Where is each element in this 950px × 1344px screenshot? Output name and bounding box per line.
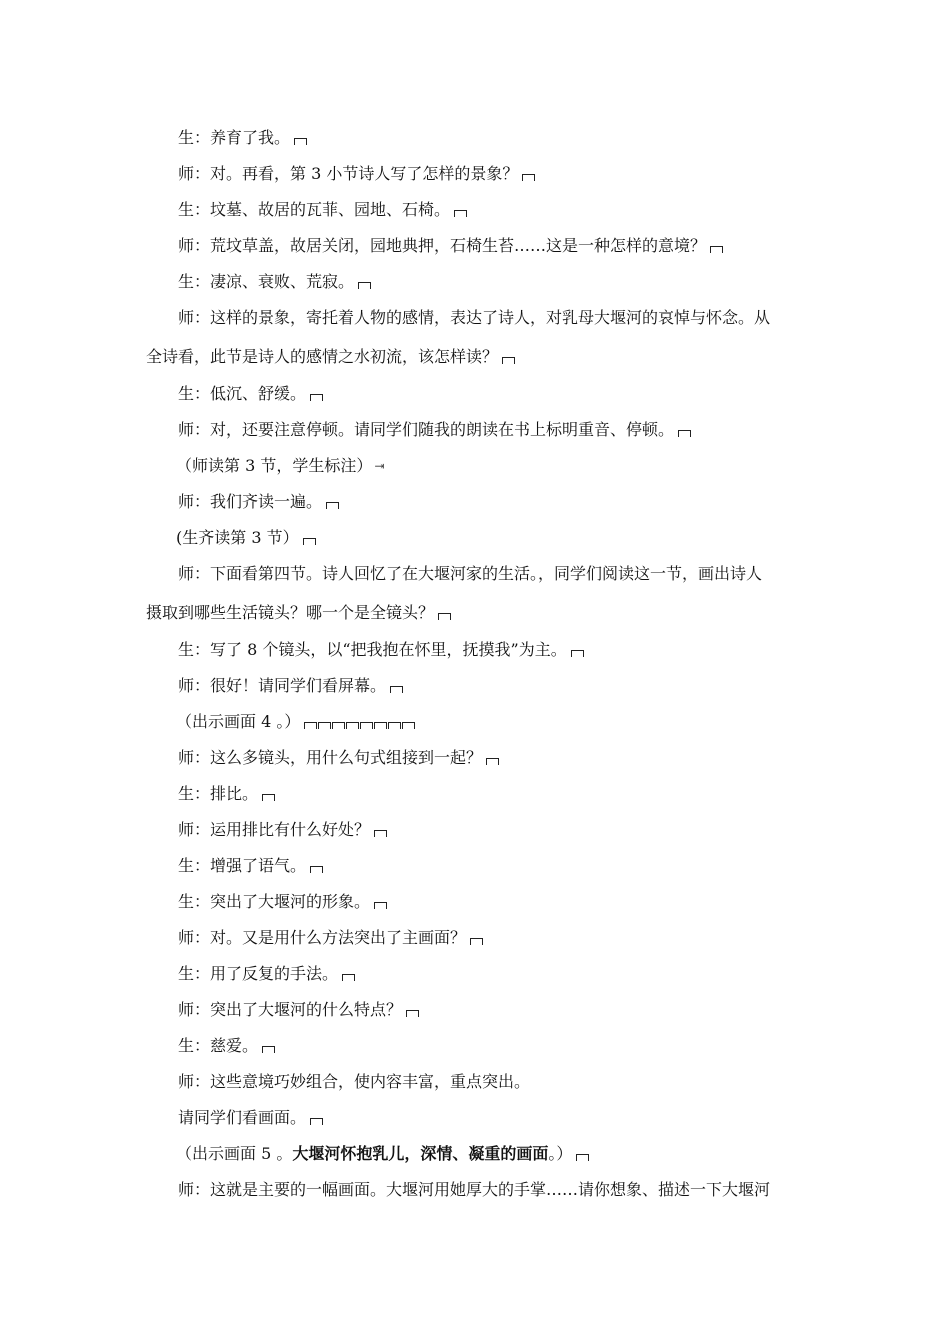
paragraph-mark	[390, 686, 403, 693]
paragraph-mark	[576, 1154, 589, 1161]
dialogue-line: 师：很好！请同学们看屏幕。	[178, 676, 403, 696]
dialogue-line: 师：这样的景象，寄托着人物的感情，表达了诗人，对乳母大堰河的哀悼与怀念。从	[178, 308, 771, 327]
paragraph-mark	[326, 502, 339, 509]
dialogue-line-continued: 摄取到哪些生活镜头？哪一个是全镜头？	[146, 603, 451, 623]
dialogue-line: 师：对，还要注意停顿。请同学们随我的朗读在书上标明重音、停顿。	[178, 420, 691, 440]
dialogue-line: 生：突出了大堰河的形象。	[178, 892, 387, 912]
paragraph-mark	[310, 394, 323, 401]
paragraph-mark	[262, 794, 275, 801]
paragraph-mark	[406, 1010, 419, 1017]
dialogue-line: 师：运用排比有什么好处？	[178, 820, 387, 840]
dialogue-line: 师：这些意境巧妙组合，使内容丰富，重点突出。	[178, 1072, 531, 1091]
paragraph-mark	[470, 938, 483, 945]
paragraph-mark	[318, 722, 331, 729]
dialogue-line: 师：我们齐读一遍。	[178, 492, 339, 512]
dialogue-line: 请同学们看画面。	[178, 1108, 323, 1128]
paragraph-mark	[310, 1118, 323, 1125]
stage-direction: （师读第 3 节，学生标注） ⇥	[176, 456, 385, 475]
tab-mark-icon: ⇥	[374, 459, 385, 473]
stage-direction-picture5: （出示画面 5 。大堰河怀抱乳儿，深情、凝重的画面。）	[176, 1144, 589, 1164]
paragraph-mark	[522, 174, 535, 181]
dialogue-line: 师：对。再看，第 3 小节诗人写了怎样的景象？	[178, 164, 535, 184]
paragraph-mark	[358, 282, 371, 289]
paragraph-mark	[486, 758, 499, 765]
stage-direction: (生齐读第 3 节）	[176, 528, 316, 548]
paragraph-mark	[360, 722, 373, 729]
paragraph-mark	[678, 430, 691, 437]
dialogue-line: 师：下面看第四节。诗人回忆了在大堰河家的生活。，同学们阅读这一节，画出诗人	[178, 564, 763, 583]
dialogue-line: 生：养育了我。	[178, 128, 307, 148]
dialogue-line: 师：这么多镜头，用什么句式组接到一起？	[178, 748, 499, 768]
paragraph-mark	[374, 902, 387, 909]
dialogue-line: 生：写了 8 个镜头，以“把我抱在怀里，抚摸我”为主。	[178, 640, 584, 660]
dialogue-line: 生：坟墓、故居的瓦菲、园地、石椅。	[178, 200, 467, 220]
dialogue-line: 生：慈爱。	[178, 1036, 275, 1056]
paragraph-mark	[342, 974, 355, 981]
dialogue-line: 师：对。又是用什么方法突出了主画面？	[178, 928, 483, 948]
paragraph-mark	[374, 722, 387, 729]
paragraph-mark	[454, 210, 467, 217]
dialogue-line: 生：增强了语气。	[178, 856, 323, 876]
paragraph-mark	[310, 866, 323, 873]
dialogue-line: 师：突出了大堰河的什么特点？	[178, 1000, 419, 1020]
paragraph-mark	[374, 830, 387, 837]
paragraph-mark	[294, 138, 307, 145]
stage-direction: （出示画面 4 。）	[176, 712, 415, 732]
paragraph-mark	[438, 613, 451, 620]
dialogue-line: 生：用了反复的手法。	[178, 964, 355, 984]
paragraph-mark	[346, 722, 359, 729]
paragraph-mark	[402, 722, 415, 729]
paragraph-mark	[303, 538, 316, 545]
paragraph-mark	[502, 357, 515, 364]
dialogue-line: 生：凄凉、衰败、荒寂。	[178, 272, 371, 292]
paragraph-mark	[571, 650, 584, 657]
picture5-description: 大堰河怀抱乳儿，深情、凝重的画面	[292, 1144, 549, 1163]
dialogue-line: 师：荒坟草盖，故居关闭，园地典押，石椅生苔……这是一种怎样的意境？	[178, 236, 723, 256]
paragraph-mark	[710, 246, 723, 253]
dialogue-line: 师：这就是主要的一幅画面。大堰河用她厚大的手掌……请你想象、描述一下大堰河	[178, 1180, 771, 1199]
dialogue-line-continued: 全诗看，此节是诗人的感情之水初流，该怎样读？	[146, 347, 515, 367]
dialogue-line: 生：低沉、舒缓。	[178, 384, 323, 404]
paragraph-mark	[304, 722, 317, 729]
dialogue-line: 生：排比。	[178, 784, 275, 804]
paragraph-mark	[262, 1046, 275, 1053]
paragraph-mark	[388, 722, 401, 729]
paragraph-mark	[332, 722, 345, 729]
